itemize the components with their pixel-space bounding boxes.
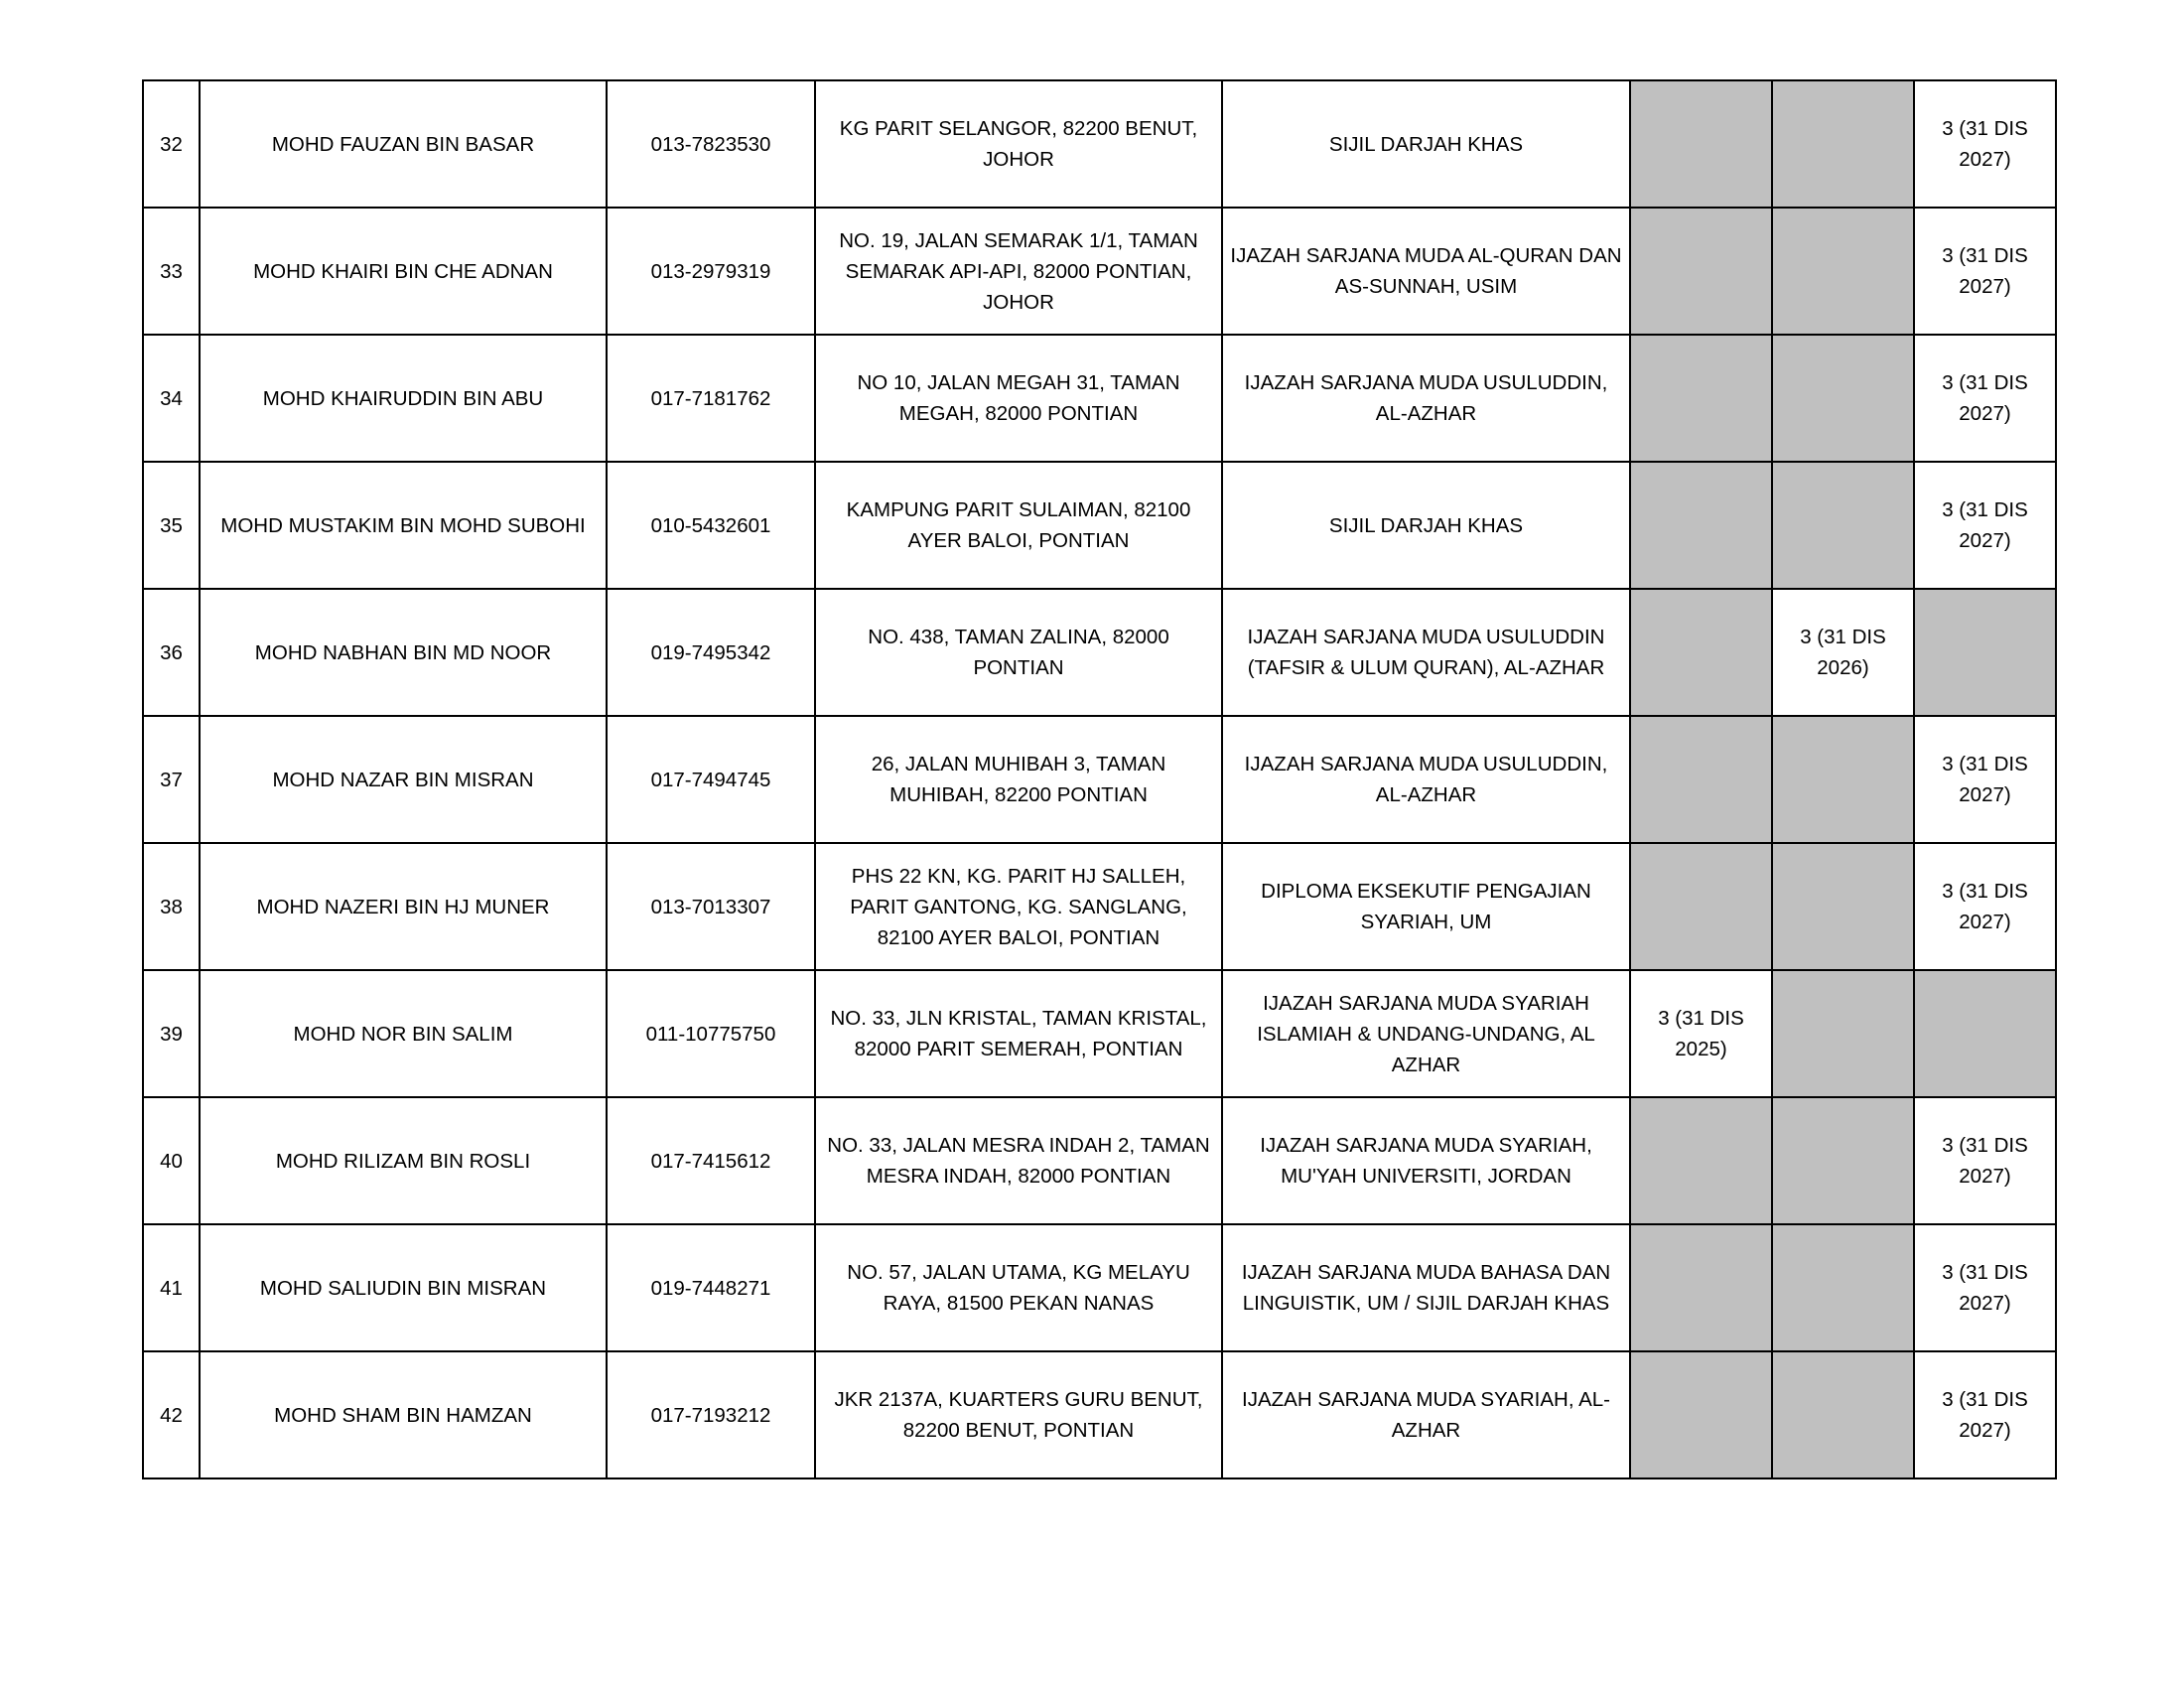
row-number-cell: 40: [143, 1097, 200, 1224]
row-number-cell: 37: [143, 716, 200, 843]
address-cell: NO 10, JALAN MEGAH 31, TAMAN MEGAH, 82000 PONTIAN: [815, 335, 1222, 462]
row-number-cell: 32: [143, 80, 200, 208]
term-cell-2: 3 (31 DIS 2026): [1772, 589, 1914, 716]
term-cell-2: [1772, 716, 1914, 843]
phone-cell: 017-7181762: [607, 335, 815, 462]
term-cell-1: [1630, 843, 1772, 970]
term-cell-1: [1630, 1097, 1772, 1224]
name-cell: MOHD FAUZAN BIN BASAR: [200, 80, 607, 208]
term-cell-1: [1630, 1224, 1772, 1351]
table-row: [143, 1097, 2056, 1224]
phone-cell: 019-7448271: [607, 1224, 815, 1351]
name-cell: MOHD NOR BIN SALIM: [200, 970, 607, 1097]
term-cell-2: [1772, 1097, 1914, 1224]
term-cell-3: 3 (31 DIS 2027): [1914, 1097, 2056, 1224]
term-cell-2: [1772, 1351, 1914, 1478]
qualification-cell: IJAZAH SARJANA MUDA SYARIAH, AL-AZHAR: [1222, 1351, 1630, 1478]
qualification-cell: IJAZAH SARJANA MUDA SYARIAH ISLAMIAH & UNDANG-UNDANG, AL AZHAR: [1222, 970, 1630, 1097]
qualification-cell: SIJIL DARJAH KHAS: [1222, 462, 1630, 589]
row-number-cell: 35: [143, 462, 200, 589]
row-number-cell: 41: [143, 1224, 200, 1351]
address-cell: JKR 2137A, KUARTERS GURU BENUT, 82200 BENUT, PONTIAN: [815, 1351, 1222, 1478]
qualification-cell: IJAZAH SARJANA MUDA SYARIAH, MU'YAH UNIVERSITI, JORDAN: [1222, 1097, 1630, 1224]
table-row: [143, 1351, 2056, 1478]
row-number-cell: 36: [143, 589, 200, 716]
phone-cell: 017-7415612: [607, 1097, 815, 1224]
row-number-cell: 39: [143, 970, 200, 1097]
qualification-cell: IJAZAH SARJANA MUDA USULUDDIN, AL-AZHAR: [1222, 335, 1630, 462]
term-cell-2: [1772, 80, 1914, 208]
table-row: [143, 589, 2056, 716]
term-cell-3: 3 (31 DIS 2027): [1914, 1351, 2056, 1478]
term-cell-1: [1630, 589, 1772, 716]
term-cell-3: 3 (31 DIS 2027): [1914, 843, 2056, 970]
qualification-cell: DIPLOMA EKSEKUTIF PENGAJIAN SYARIAH, UM: [1222, 843, 1630, 970]
term-cell-3: 3 (31 DIS 2027): [1914, 335, 2056, 462]
name-cell: MOHD SALIUDIN BIN MISRAN: [200, 1224, 607, 1351]
name-cell: MOHD KHAIRUDDIN BIN ABU: [200, 335, 607, 462]
term-cell-2: [1772, 462, 1914, 589]
table-row: [143, 716, 2056, 843]
term-cell-1: [1630, 80, 1772, 208]
term-cell-1: [1630, 335, 1772, 462]
term-cell-2: [1772, 843, 1914, 970]
term-cell-1: [1630, 1351, 1772, 1478]
address-cell: NO. 438, TAMAN ZALINA, 82000 PONTIAN: [815, 589, 1222, 716]
phone-cell: 019-7495342: [607, 589, 815, 716]
term-cell-3: [1914, 589, 2056, 716]
name-cell: MOHD NAZERI BIN HJ MUNER: [200, 843, 607, 970]
table-row: [143, 335, 2056, 462]
qualification-cell: IJAZAH SARJANA MUDA USULUDDIN, AL-AZHAR: [1222, 716, 1630, 843]
address-cell: 26, JALAN MUHIBAH 3, TAMAN MUHIBAH, 82200 PONTIAN: [815, 716, 1222, 843]
name-cell: MOHD NAZAR BIN MISRAN: [200, 716, 607, 843]
qualification-cell: IJAZAH SARJANA MUDA AL-QURAN DAN AS-SUNNAH, USIM: [1222, 208, 1630, 335]
address-cell: KAMPUNG PARIT SULAIMAN, 82100 AYER BALOI, PONTIAN: [815, 462, 1222, 589]
address-cell: NO. 33, JALAN MESRA INDAH 2, TAMAN MESRA INDAH, 82000 PONTIAN: [815, 1097, 1222, 1224]
row-number-cell: 34: [143, 335, 200, 462]
row-number-cell: 42: [143, 1351, 200, 1478]
name-cell: MOHD MUSTAKIM BIN MOHD SUBOHI: [200, 462, 607, 589]
name-cell: MOHD SHAM BIN HAMZAN: [200, 1351, 607, 1478]
row-number-cell: 33: [143, 208, 200, 335]
address-cell: NO. 19, JALAN SEMARAK 1/1, TAMAN SEMARAK API-API, 82000 PONTIAN, JOHOR: [815, 208, 1222, 335]
roster-table: [142, 79, 2057, 1479]
name-cell: MOHD KHAIRI BIN CHE ADNAN: [200, 208, 607, 335]
name-cell: MOHD NABHAN BIN MD NOOR: [200, 589, 607, 716]
term-cell-2: [1772, 1224, 1914, 1351]
qualification-cell: IJAZAH SARJANA MUDA BAHASA DAN LINGUISTIK, UM / SIJIL DARJAH KHAS: [1222, 1224, 1630, 1351]
phone-cell: 017-7193212: [607, 1351, 815, 1478]
term-cell-1: [1630, 462, 1772, 589]
term-cell-2: [1772, 970, 1914, 1097]
term-cell-3: [1914, 970, 2056, 1097]
term-cell-2: [1772, 335, 1914, 462]
phone-cell: 011-10775750: [607, 970, 815, 1097]
phone-cell: 013-7013307: [607, 843, 815, 970]
term-cell-1: [1630, 208, 1772, 335]
address-cell: PHS 22 KN, KG. PARIT HJ SALLEH, PARIT GANTONG, KG. SANGLANG, 82100 AYER BALOI, PONTIAN: [815, 843, 1222, 970]
name-cell: MOHD RILIZAM BIN ROSLI: [200, 1097, 607, 1224]
term-cell-3: 3 (31 DIS 2027): [1914, 1224, 2056, 1351]
phone-cell: 013-2979319: [607, 208, 815, 335]
term-cell-3: 3 (31 DIS 2027): [1914, 80, 2056, 208]
table-row: [143, 208, 2056, 335]
term-cell-3: 3 (31 DIS 2027): [1914, 716, 2056, 843]
term-cell-1: 3 (31 DIS 2025): [1630, 970, 1772, 1097]
term-cell-2: [1772, 208, 1914, 335]
term-cell-3: 3 (31 DIS 2027): [1914, 208, 2056, 335]
table-row: [143, 462, 2056, 589]
term-cell-3: 3 (31 DIS 2027): [1914, 462, 2056, 589]
phone-cell: 013-7823530: [607, 80, 815, 208]
address-cell: NO. 33, JLN KRISTAL, TAMAN KRISTAL, 82000 PARIT SEMERAH, PONTIAN: [815, 970, 1222, 1097]
qualification-cell: IJAZAH SARJANA MUDA USULUDDIN (TAFSIR & ULUM QURAN), AL-AZHAR: [1222, 589, 1630, 716]
address-cell: KG PARIT SELANGOR, 82200 BENUT, JOHOR: [815, 80, 1222, 208]
table-row: [143, 970, 2056, 1097]
table-row: [143, 843, 2056, 970]
row-number-cell: 38: [143, 843, 200, 970]
phone-cell: 010-5432601: [607, 462, 815, 589]
qualification-cell: SIJIL DARJAH KHAS: [1222, 80, 1630, 208]
address-cell: NO. 57, JALAN UTAMA, KG MELAYU RAYA, 81500 PEKAN NANAS: [815, 1224, 1222, 1351]
phone-cell: 017-7494745: [607, 716, 815, 843]
roster-table-body: [143, 80, 2056, 1478]
table-row: [143, 80, 2056, 208]
table-row: [143, 1224, 2056, 1351]
term-cell-1: [1630, 716, 1772, 843]
